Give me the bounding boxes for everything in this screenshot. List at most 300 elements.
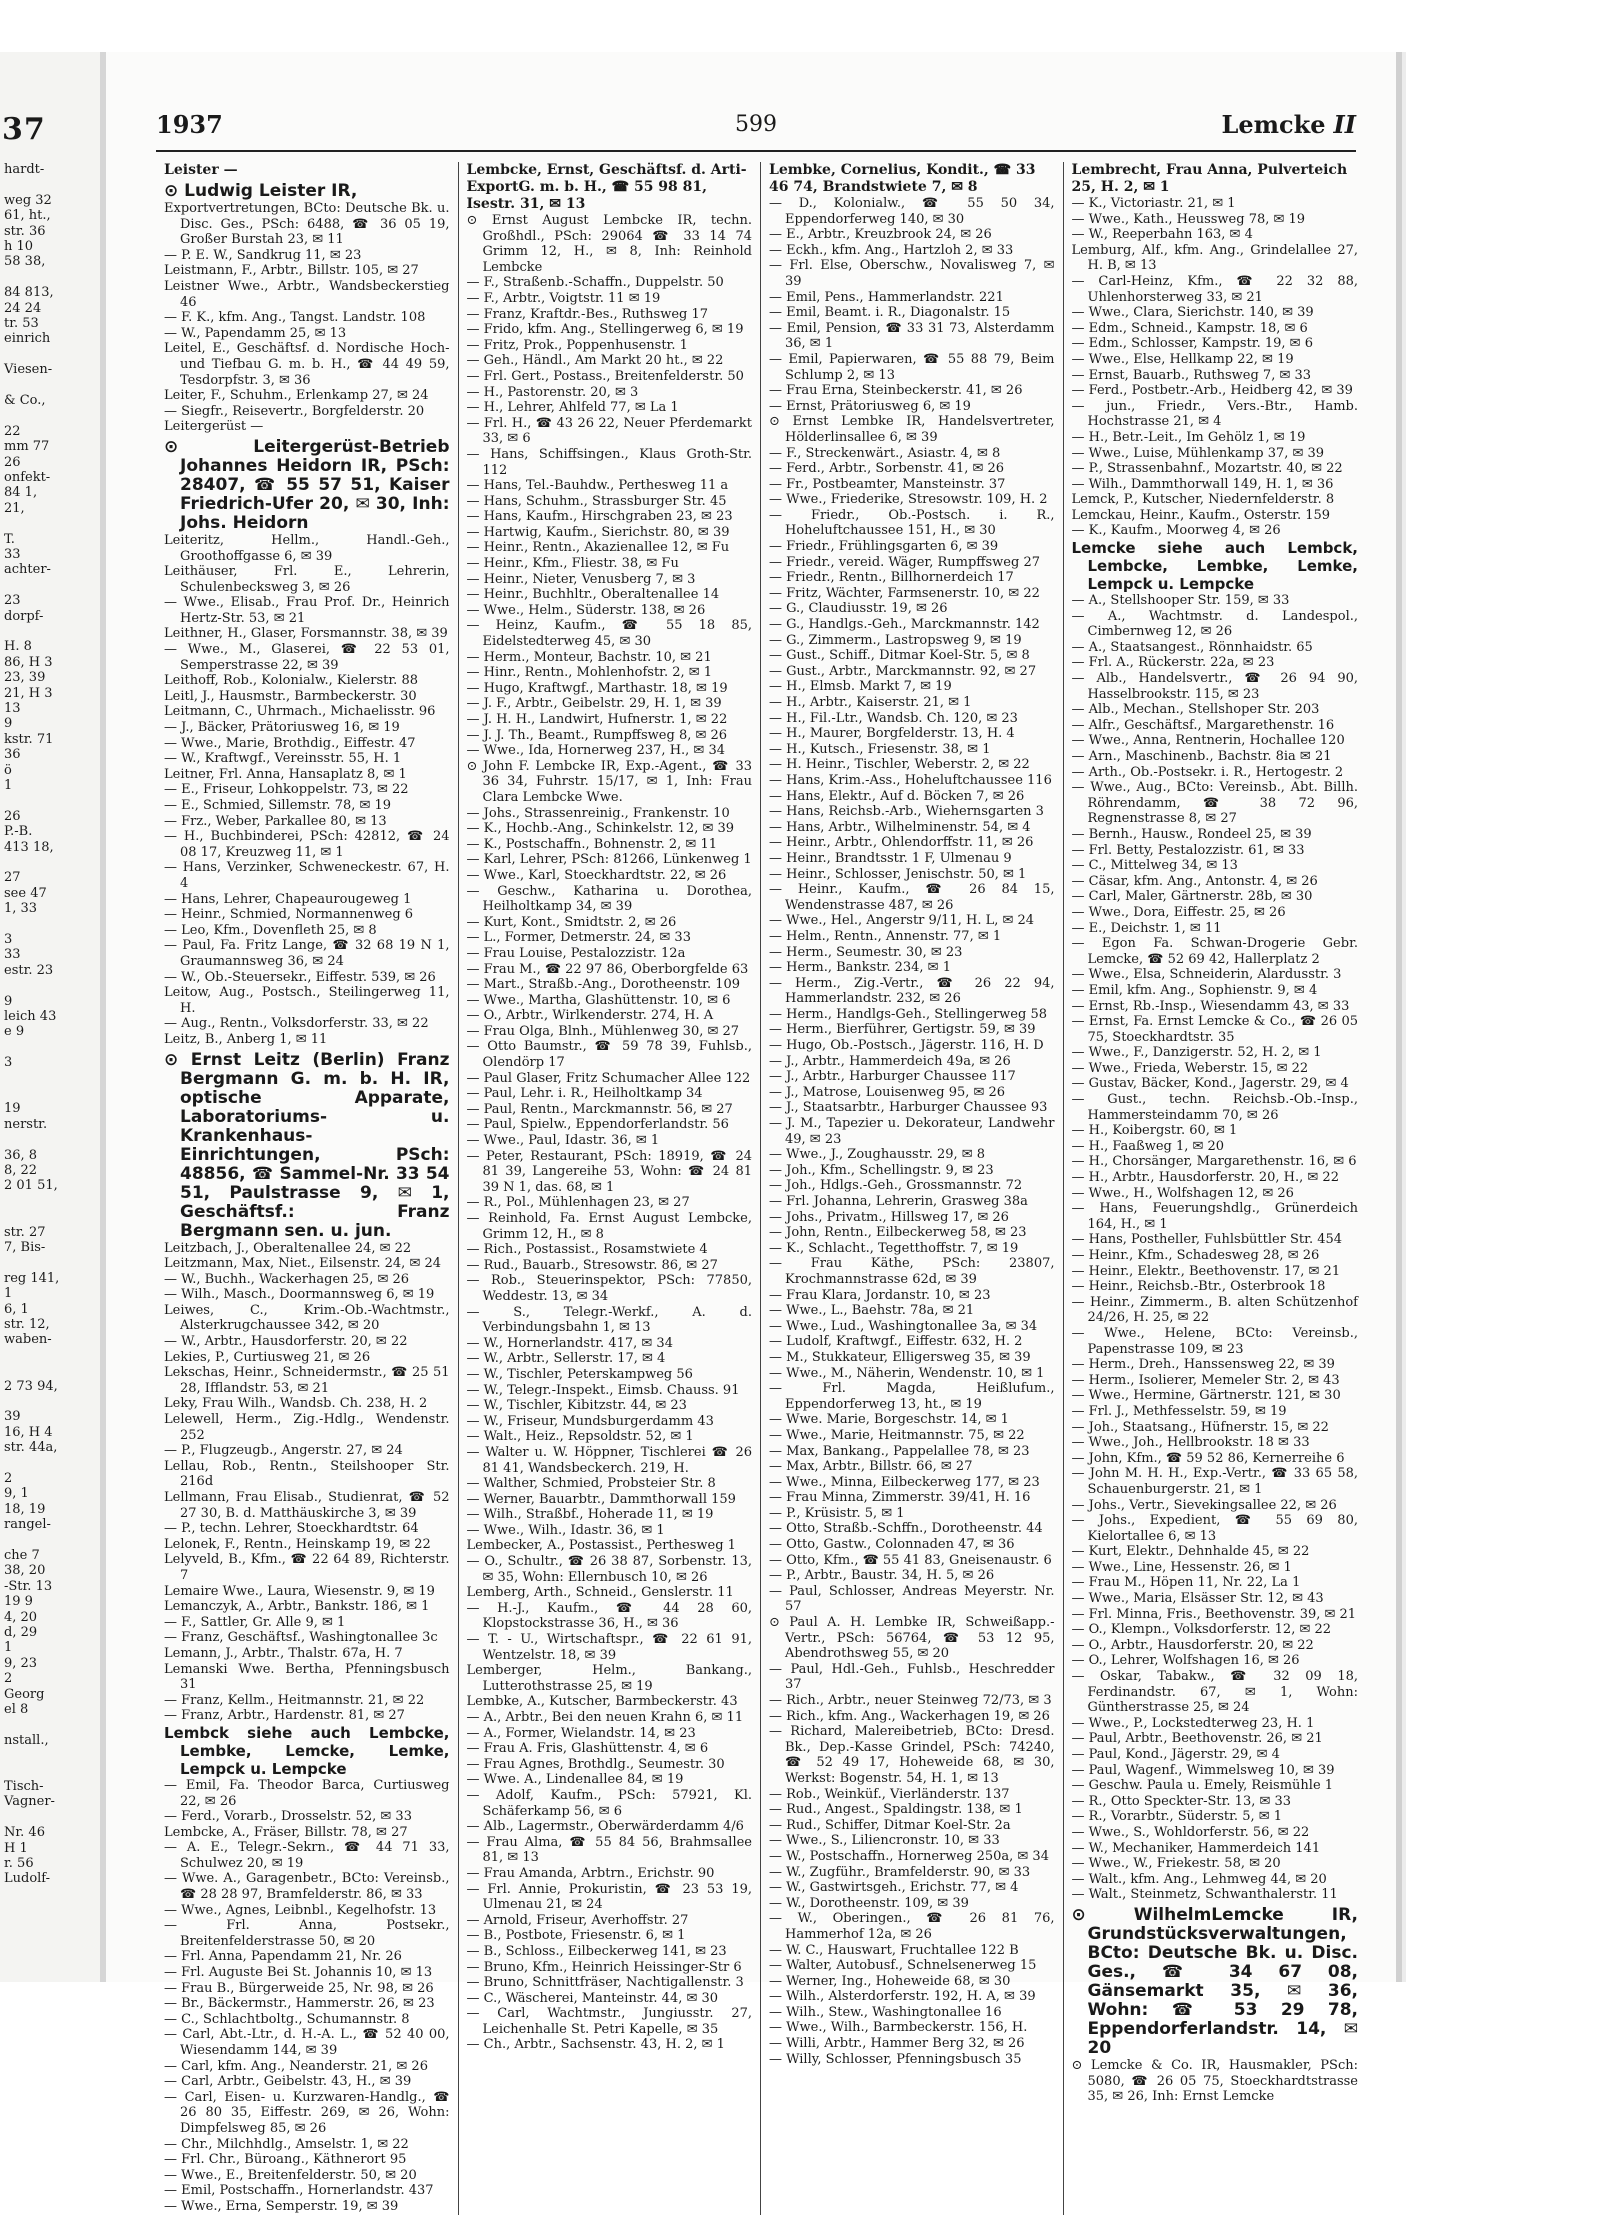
directory-entry: — Arn., Maschinenb., Bachstr. 8ia ✉ 21 — [1071, 749, 1332, 764]
directory-entry: — Frido, kfm. Ang., Stellingerweg 6, ✉ 19 — [466, 322, 744, 338]
display-entry: ⊙ Ludwig Leister IR, — [164, 181, 358, 201]
directory-entry: Lembecker, A., Postassist., Perthesweg 1 — [466, 1538, 736, 1554]
directory-entry: Leiter, F., Schuhm., Erlenkamp 27, ✉ 24 — [164, 388, 429, 404]
directory-entry: — Walt., Heiz., Repsoldstr. 52, ✉ 1 — [466, 1429, 694, 1445]
column-head: Lembrecht, Frau Anna, Pulverteich 25, H. 2, ✉ 1 — [1071, 162, 1348, 195]
directory-entry: — Emil, Fa. Theodor Barca, Curtiusweg 22, ✉ 26 — [164, 1777, 450, 1809]
directory-entry: — H.-J., Kaufm., ☎ 44 28 60, Klopstockstrasse 36, H., ✉ 36 — [466, 1600, 752, 1632]
directory-entry: Leiteritz, Hellm., Handl.-Geh., Groothoffgasse 6, ✉ 39 — [164, 532, 450, 564]
directory-entry: — Frl. Auguste Bei St. Johannis 10, ✉ 13 — [164, 1965, 433, 1981]
directory-entry: — Gust., Arbtr., Marckmannstr. 92, ✉ 27 — [769, 663, 1037, 679]
previous-page-line: 1 — [4, 1640, 13, 1656]
directory-entry: — Franz, Geschäftsf., Washingtonallee 3c — [164, 1630, 438, 1646]
previous-page-line: 84 1, — [4, 485, 38, 501]
previous-page-line: 9, 23 — [4, 1655, 38, 1671]
previous-page-line: d, 29 — [4, 1625, 38, 1640]
directory-entry: — H., Koibergstr. 60, ✉ 1 — [1071, 1123, 1238, 1139]
directory-entry: — Gustav, Bäcker, Kond., Jagerstr. 29, ✉ 4 — [1071, 1076, 1349, 1092]
previous-page-line: -Str. 13 — [4, 1578, 53, 1594]
display-entry: ⊙ WilhelmLemcke IR, Grundstücksverwaltungen, BCto: Deutsche Bk. u. Disc. Ges., ☎ 34 67 08, Gänsemarkt 35, ✉ 36, Wohn: ☎ 53 29 78, Eppendorferlandstr. 14, ✉ 20 — [1071, 1904, 1358, 2058]
directory-entry: — Wwe., Friederike, Stresowstr. 109, H. 2 — [769, 492, 1048, 508]
directory-entry: — Hans, Verzinker, Schweneckestr. 67, H. 4 — [164, 860, 450, 891]
directory-entry: — Walter, Autobusf., Schnelsenerweg 15 — [769, 1958, 1037, 1974]
directory-entry: — H., Buchbinderei, PSch: 42812, ☎ 24 08 17, Kreuzweg 11, ✉ 1 — [164, 829, 450, 860]
directory-entry: — Johs., Vertr., Sievekingsallee 22, ✉ 26 — [1071, 1497, 1337, 1513]
previous-page-line: 19 — [4, 1101, 21, 1117]
directory-entry: — Hans, Tel.-Bauhdw., Perthesweg 11 a — [466, 478, 729, 494]
directory-entry: — Paul, Kond., Jägerstr. 29, ✉ 4 — [1071, 1747, 1280, 1762]
previous-page-line: 8, 22 — [4, 1163, 38, 1178]
previous-page-line: e 9 — [4, 1024, 25, 1040]
directory-entry: — John, Kfm., ☎ 59 52 86, Kernerreihe 6 — [1071, 1450, 1345, 1466]
previous-page-line: H. 8 — [4, 639, 32, 655]
directory-entry: — G., Handlgs.-Geh., Marckmannstr. 142 — [769, 617, 1040, 633]
directory-entry: — Wwe., Joh., Hellbrookstr. 18 ✉ 33 — [1071, 1435, 1310, 1451]
directory-entry: Lellau, Rob., Rentn., Steilshooper Str. 216d — [164, 1458, 450, 1490]
directory-entry: — Heinr., Arbtr., Ohlendorffstr. 11, ✉ 26 — [769, 835, 1034, 851]
previous-page-line: str. 36 — [4, 223, 46, 239]
directory-entry: — Otto, Kfm., ☎ 55 41 83, Gneisenaustr. 6 — [769, 1552, 1052, 1568]
directory-entry: — Wwe., Marie, Brothdig., Eiffestr. 47 — [164, 735, 416, 751]
directory-entry: — Leo, Kfm., Dovenfleth 25, ✉ 8 — [164, 922, 377, 938]
directory-entry: ⊙ John F. Lembcke IR, Exp.-Agent., ☎ 33 36 34, Fuhrstr. 15/17, ✉ 1, Inh: Frau Clara Lembcke Wwe. — [466, 758, 752, 805]
directory-entry: — Heinr., Reichsb.-Btr., Osterbrook 18 — [1071, 1279, 1326, 1295]
directory-entry: — Wilh., Dammthorwall 149, H. 1, ✉ 36 — [1071, 476, 1334, 492]
directory-entry: — Carl, Abt.-Ltr., d. H.-A. L., ☎ 52 40 00, Wiesendamm 144, ✉ 39 — [164, 2027, 450, 2058]
previous-page-line: T. — [4, 531, 15, 547]
previous-page-line: P.-B. — [4, 824, 33, 840]
directory-entry: — Wwe., Dora, Eiffestr. 25, ✉ 26 — [1071, 904, 1286, 920]
directory-entry: — Paul, Lehr. i. R., Heilholtkamp 34 — [466, 1086, 703, 1102]
previous-page-line: 84 813, — [4, 285, 54, 301]
directory-entry: — Carl, Eisen- u. Kurzwaren-Handlg., ☎ 26 80 35, Eiffestr. 269, ✉ 26, Wohn: Dimpfelsweg 85, ✉ 26 — [164, 2089, 450, 2136]
previous-page-line: 86, H 3 — [4, 654, 53, 670]
directory-entry: — Rud., Angest., Spaldingstr. 138, ✉ 1 — [769, 1802, 1023, 1818]
directory-entry: — Carl, Maler, Gärtnerstr. 28b, ✉ 30 — [1071, 889, 1313, 905]
directory-entry: — W., Postschaffn., Hornerweg 250a, ✉ 34 — [769, 1848, 1049, 1864]
column-2 — [459, 162, 762, 2215]
directory-entry: Lemck, P., Kutscher, Niedernfelderstr. 8 — [1071, 492, 1335, 508]
directory-entry: Lelonek, F., Rentn., Heinskamp 19, ✉ 22 — [164, 1536, 431, 1552]
directory-entry: ⊙ Paul A. H. Lembke IR, Schweißapp.-Vertr., PSch: 56764, ☎ 53 12 95, Abendrothsweg 55, ✉ 20 — [769, 1615, 1055, 1662]
directory-entry: — Walt., Steinmetz, Schwanthalerstr. 11 — [1071, 1887, 1338, 1903]
directory-entry: — Hans, Reichsb.-Arb., Wiehernsgarten 3 — [769, 804, 1044, 820]
directory-entry: — Joh., Hdlgs.-Geh., Grossmannstr. 72 — [769, 1178, 1023, 1194]
directory-entry: — O., Lehrer, Wolfshagen 16, ✉ 26 — [1071, 1653, 1300, 1669]
directory-entry: — Heinz, Kaufm., ☎ 55 18 85, Eidelstedterweg 45, ✉ 30 — [466, 618, 752, 650]
previous-page-line: el 8 — [4, 1702, 29, 1717]
directory-entry: — Ernst, Prätoriusweg 6, ✉ 19 — [769, 398, 971, 414]
column-entries — [467, 213, 753, 2053]
directory-entry: — Paul Glaser, Fritz Schumacher Allee 122 — [466, 1070, 751, 1086]
directory-entry: — Paul, Arbtr., Beethovenstr. 26, ✉ 21 — [1071, 1731, 1323, 1747]
directory-entry: — W., Friseur, Mundsburgerdamm 43 — [466, 1413, 714, 1429]
directory-entry: — K., Hochb.-Ang., Schinkelstr. 12, ✉ 39 — [466, 821, 735, 837]
directory-entry: Lemckau, Heinr., Kaufm., Osterstr. 159 — [1071, 507, 1331, 523]
directory-entry: — Aug., Rentn., Volksdorferstr. 33, ✉ 22 — [164, 1016, 429, 1032]
directory-entry: Leiwes, C., Krim.-Ob.-Wachtmstr., Alsterkrugchaussee 342, ✉ 20 — [164, 1302, 450, 1334]
directory-entry: — Ferd., Postbetr.-Arb., Heidberg 42, ✉ 39 — [1071, 383, 1353, 399]
directory-entry: — Johs., Expedient, ☎ 55 69 80, Kielortallee 6, ✉ 13 — [1071, 1513, 1358, 1544]
directory-entry: — O., Klempn., Volksdorferstr. 12, ✉ 22 — [1071, 1622, 1332, 1638]
previous-page-line: 6, 1 — [4, 1301, 29, 1317]
directory-entry: — Wwe., S., Wohldorferstr. 56, ✉ 22 — [1071, 1824, 1310, 1840]
directory-entry: — Wwe. Marie, Borgeschstr. 14, ✉ 1 — [769, 1412, 1009, 1428]
directory-entry: — R., Otto Speckter-Str. 13, ✉ 33 — [1071, 1793, 1292, 1809]
directory-entry: — C., Wäscherei, Manteinstr. 44, ✉ 30 — [466, 1990, 719, 2006]
directory-entry: — Rich., kfm. Ang., Wackerhagen 19, ✉ 26 — [769, 1708, 1050, 1724]
directory-entry: — Edm., Schneid., Kampstr. 18, ✉ 6 — [1071, 320, 1308, 336]
directory-entry: — Geschw. Paula u. Emely, Reismühle 1 — [1071, 1778, 1334, 1794]
previous-page-line: einrich — [4, 331, 51, 347]
directory-entry: — Max, Arbtr., Billstr. 66, ✉ 27 — [769, 1459, 973, 1475]
directory-entry: — Ernst, Rb.-Insp., Wiesendamm 43, ✉ 33 — [1071, 998, 1350, 1014]
display-entry: ⊙ Leitergerüst-Betrieb Johannes Heidorn IR, PSch: 28407, ☎ 55 57 51, Kaiser Friedrich-Ufer 20, ✉ 30, Inh: Johs. Heidorn — [164, 436, 450, 533]
directory-entry: — Eckh., kfm. Ang., Hartzloh 2, ✉ 33 — [769, 242, 1014, 258]
directory-entry: — J., Matrose, Louisenweg 95, ✉ 26 — [769, 1084, 1006, 1100]
column-head: Leister — — [164, 162, 238, 178]
previous-page-line: & Co., — [4, 393, 46, 408]
previous-page-line: 1, 33 — [4, 901, 38, 917]
directory-entry: — Geh., Händl., Am Markt 20 ht., ✉ 22 — [466, 353, 724, 369]
directory-entry: — Carl, Arbtr., Geibelstr. 43, H., ✉ 39 — [164, 2074, 412, 2090]
previous-page-line: 13 — [4, 701, 21, 716]
directory-entry: — J. H. H., Landwirt, Hufnerstr. 1, ✉ 22 — [466, 712, 728, 727]
directory-entry: — W., Arbtr., Sellerstr. 17, ✉ 4 — [466, 1351, 666, 1367]
directory-entry: — H., Kutsch., Friesenstr. 38, ✉ 1 — [769, 741, 991, 757]
directory-entry: — A. E., Telegr.-Sekrn., ☎ 44 71 33, Schulwez 20, ✉ 19 — [164, 1840, 450, 1871]
directory-entry: Leitergerüst — — [164, 419, 264, 435]
previous-page-line: Ludolf- — [4, 1871, 51, 1887]
directory-entry: — Rob., Weinküf., Vierländerstr. 137 — [769, 1786, 1010, 1802]
directory-entry: — Joh., Staatsang., Hüfnerstr. 15, ✉ 22 — [1071, 1419, 1329, 1435]
directory-entry: — Br., Bäckermstr., Hammerstr. 26, ✉ 23 — [164, 1996, 435, 2012]
directory-entry: — P., Flugzeugb., Angerstr. 27, ✉ 24 — [164, 1443, 403, 1459]
previous-page-line: 39 — [4, 1409, 21, 1425]
directory-entry: — O., Arbtr., Hausdorferstr. 20, ✉ 22 — [1071, 1637, 1314, 1653]
directory-entry: Lemberger, Helm., Bankang., Lutterothstrasse 25, ✉ 19 — [466, 1663, 752, 1694]
directory-entry: — H., Arbtr., Kaiserstr. 21, ✉ 1 — [769, 695, 972, 710]
previous-page-line: 2 — [4, 1471, 13, 1486]
directory-entry: — Edm., Schlosser, Kampstr. 19, ✉ 6 — [1071, 336, 1313, 352]
directory-entry: — Peter, Restaurant, PSch: 18919, ☎ 24 81 39, Langereihe 53, Wohn: ☎ 24 81 39 N 1, das. 68, ✉ 1 — [466, 1148, 752, 1195]
directory-entry: — K., Schlacht., Tegetthoffstr. 7, ✉ 19 — [769, 1240, 1019, 1256]
directory-entry: — Wwe., Wilh., Idastr. 36, ✉ 1 — [466, 1522, 665, 1538]
directory-entry: — Frl. H., ☎ 43 26 22, Neuer Pferdemarkt 33, ✉ 6 — [466, 415, 752, 447]
directory-entry: — W., Buchh., Wackerhagen 25, ✉ 26 — [164, 1271, 410, 1287]
directory-entry: — Herm., Handlgs-Geh., Stellingerweg 58 — [769, 1006, 1047, 1022]
directory-entry: — A., Former, Wielandstr. 14, ✉ 23 — [466, 1725, 696, 1741]
directory-entry: — Frl. A., Rückerstr. 22a, ✉ 23 — [1071, 655, 1275, 671]
directory-entry: — Heinr., Brandtsstr. 1 F, Ulmenau 9 — [769, 850, 1012, 866]
column-head: Lembcke, Ernst, Geschäftsf. d. Arti-ExportG. m. b. H., ☎ 55 98 81, Isestr. 31, ✉ 13 — [466, 162, 747, 212]
header-running-head — [1221, 110, 1356, 139]
directory-entry: — Gust., Schiff., Ditmar Koel-Str. 5, ✉ 8 — [769, 648, 1030, 664]
directory-entry: — Wwe., Hel., Angerstr 9/11, H. L, ✉ 24 — [769, 913, 1035, 929]
previous-page-line: str. 44a, — [4, 1440, 58, 1456]
directory-entry: — Rud., Bauarb., Stresowstr. 86, ✉ 27 — [466, 1257, 718, 1273]
directory-entry: Leitel, E., Geschäftsf. d. Nordische Hoch- und Tiefbau G. m. b. H., ☎ 44 49 59, Tesdorpfstr. 3, ✉ 36 — [164, 341, 450, 388]
directory-entry: — Willi, Arbtr., Hammer Berg 32, ✉ 26 — [769, 2036, 1025, 2052]
directory-entry: — Wwe., Kath., Heussweg 78, ✉ 19 — [1071, 211, 1306, 227]
directory-entry: — Herm., Isolierer, Memeler Str. 2, ✉ 43 — [1071, 1372, 1340, 1388]
directory-entry: — Wwe., P., Lockstedterweg 23, H. 1 — [1071, 1715, 1315, 1731]
directory-entry: Lembcke, A., Fräser, Billstr. 78, ✉ 27 — [164, 1824, 408, 1840]
directory-entry: — Emil, Papierwaren, ☎ 55 88 79, Beim Schlump 2, ✉ 13 — [769, 351, 1055, 383]
directory-entry: — A., Stellshooper Str. 159, ✉ 33 — [1071, 593, 1290, 609]
directory-entry: — Heinr., Buchhltr., Oberaltenallee 14 — [466, 587, 720, 603]
previous-page-line: 36, 8 — [4, 1147, 38, 1163]
previous-page-line: 2 01 51, — [4, 1178, 58, 1194]
directory-entry: — Siegfr., Reisevertr., Borgfelderstr. 20 — [164, 403, 425, 419]
directory-entry: — Frl. Betty, Pestalozzistr. 61, ✉ 33 — [1071, 842, 1305, 858]
directory-entry: — J. F., Arbtr., Geibelstr. 29, H. 1, ✉ 39 — [466, 696, 722, 712]
directory-entry: — Frau Erna, Steinbeckerstr. 41, ✉ 26 — [769, 383, 1023, 399]
directory-entry: — Ernst, Fa. Ernst Lemcke & Co., ☎ 26 05 75, Stoeckhardtstr. 35 — [1071, 1014, 1358, 1045]
directory-entry: — Heinr., Kfm., Fliestr. 38, ✉ Fu — [466, 556, 679, 572]
directory-entry: — H., Betr.-Leit., Im Gehölz 1, ✉ 19 — [1071, 429, 1306, 445]
directory-entry: — Wwe., J., Zoughausstr. 29, ✉ 8 — [769, 1147, 986, 1163]
directory-entry: — Frau Minna, Zimmerstr. 39/41, H. 16 — [769, 1490, 1031, 1506]
directory-entry: — Herm., Bankstr. 234, ✉ 1 — [769, 960, 951, 976]
directory-entry: — H. Heinr., Tischler, Weberstr. 2, ✉ 22 — [769, 757, 1030, 773]
directory-entry: Leitzbach, J., Oberaltenallee 24, ✉ 22 — [164, 1240, 412, 1256]
directory-entry: — E., Arbtr., Kreuzbrook 24, ✉ 26 — [769, 227, 992, 243]
directory-entry: — A., Wachtmstr. d. Landespol., Cimbernweg 12, ✉ 26 — [1071, 608, 1358, 640]
directory-entry: — J., Arbtr., Harburger Chaussee 117 — [769, 1069, 1016, 1085]
directory-entry: — Hans, Feuerungshdlg., Grünerdeich 164, H., ✉ 1 — [1071, 1201, 1358, 1232]
directory-entry: — W., Arbtr., Hausdorferstr. 20, ✉ 22 — [164, 1334, 408, 1350]
previous-page-line: 9, 1 — [4, 1486, 29, 1502]
directory-entry: — Frl. Chr., Büroang., Käthnerort 95 — [164, 2152, 407, 2168]
directory-entry: — Hans, Krim.-Ass., Hoheluftchaussee 116 — [769, 772, 1052, 788]
previous-page-line: 26 — [4, 808, 21, 824]
directory-entry: — Franz, Kraftdr.-Bes., Ruthsweg 17 — [466, 306, 709, 322]
previous-page-line: Nr. 46 — [4, 1825, 45, 1841]
directory-entry: — F. K., kfm. Ang., Tangst. Landstr. 108 — [164, 310, 426, 326]
directory-entry: — Wwe., Erna, Semperstr. 19, ✉ 39 — [164, 2198, 399, 2214]
previous-page-line: 58 38, — [4, 254, 46, 270]
header-year: 1937 — [156, 110, 223, 139]
directory-entry: — Wwe., Ida, Hornerweg 237, H., ✉ 34 — [466, 743, 725, 759]
directory-entry: — O., Schultr., ☎ 26 38 87, Sorbenstr. 13, ✉ 35, Wohn: Ellernbusch 10, ✉ 26 — [466, 1554, 752, 1585]
directory-entry: — Joh., Kfm., Schellingstr. 9, ✉ 23 — [769, 1162, 994, 1178]
directory-entry: — Heinr., Schmied, Normannenweg 6 — [164, 907, 414, 923]
directory-entry: — A., Arbtr., Bei den neuen Krahn 6, ✉ 11 — [466, 1710, 744, 1725]
previous-page-line: rangel- — [4, 1517, 51, 1533]
previous-page-line: nstall., — [4, 1732, 49, 1748]
directory-entry: — A., Staatsangest., Rönnhaidstr. 65 — [1071, 639, 1313, 655]
directory-entry: — J. J. Th., Beamt., Rumpffsweg 8, ✉ 26 — [466, 727, 728, 743]
directory-entry: — Chr., Milchhdlg., Amselstr. 1, ✉ 22 — [164, 2136, 409, 2152]
directory-entry: — Wwe., Minna, Eilbeckerweg 177, ✉ 23 — [769, 1474, 1040, 1490]
previous-page-line: 61, ht., — [4, 208, 51, 224]
directory-entry: — Fritz, Wächter, Farmsenerstr. 10, ✉ 22 — [769, 585, 1040, 601]
column-entries — [164, 182, 450, 2215]
directory-entry: — Wwe., Anna, Rentnerin, Hochallee 120 — [1071, 733, 1345, 749]
directory-entry: Lellmann, Frau Elisab., Studienrat, ☎ 52 27 30, B. d. Matthäuskirche 3, ✉ 39 — [164, 1490, 450, 1521]
directory-entry: — F., Straßenb.-Schaffn., Duppelstr. 50 — [466, 275, 724, 291]
directory-entry: — Wwe., Helene, BCto: Vereinsb., Papenstrasse 109, ✉ 23 — [1071, 1325, 1358, 1357]
directory-entry: — P., Arbtr., Baustr. 34, H. 5, ✉ 26 — [769, 1568, 995, 1584]
directory-entry: — Rob., Steuerinspektor, PSch: 77850, Weddestr. 13, ✉ 34 — [466, 1273, 752, 1304]
directory-entry: — Ferd., Arbtr., Sorbenstr. 41, ✉ 26 — [769, 461, 1005, 477]
previous-page-line: 9 — [4, 993, 13, 1009]
directory-entry: — Emil, Pension, ☎ 33 31 73, Alsterdamm 36, ✉ 1 — [769, 320, 1055, 352]
previous-page-line: 23 — [4, 593, 21, 609]
previous-page-line: Viesen- — [4, 362, 53, 378]
directory-entry: — Hans, Lehrer, Chapeaurougeweg 1 — [164, 891, 412, 907]
directory-entry: — Frl. Anna, Postsekr., Breitenfelderstrasse 50, ✉ 20 — [164, 1918, 450, 1949]
directory-entry: — Wwe., Elisab., Frau Prof. Dr., Heinrich Hertz-Str. 53, ✉ 21 — [164, 595, 450, 626]
directory-entry: — Wwe., Clara, Sierichstr. 140, ✉ 39 — [1071, 305, 1314, 321]
previous-page-line: hardt- — [4, 162, 45, 177]
previous-page-line: 19 9 — [4, 1594, 33, 1610]
directory-entry: — Frau A. Fris, Glashüttenstr. 4, ✉ 6 — [466, 1741, 709, 1757]
directory-entry: — jun., Friedr., Vers.-Btr., Hamb. Hochstrasse 21, ✉ 4 — [1071, 398, 1358, 430]
directory-entry: — Hugo, Kraftwgf., Marthastr. 18, ✉ 19 — [466, 680, 728, 696]
directory-entry: — Frau Klara, Jordanstr. 10, ✉ 23 — [769, 1287, 991, 1303]
directory-entry: ⊙ Ernst Lembke IR, Handelsvertreter, Hölderlinsallee 6, ✉ 39 — [769, 414, 1055, 445]
previous-page-line: Georg — [4, 1686, 45, 1702]
directory-entry: — Wwe., M., Glaserei, ☎ 22 53 01, Semperstrasse 22, ✉ 39 — [164, 642, 450, 673]
previous-page-line: 1 — [4, 778, 13, 793]
previous-page-line: 21, H 3 — [4, 685, 53, 701]
directory-entry: — Wwe., M., Näherin, Wendenstr. 10, ✉ 1 — [769, 1365, 1045, 1381]
directory-entry: — G., Claudiusstr. 19, ✉ 26 — [769, 601, 948, 617]
previous-page-line: onfekt- — [4, 470, 51, 485]
directory-entry: — Frl. Magda, Heißlufum., Eppendorferweg 13, ht., ✉ 19 — [769, 1381, 1055, 1412]
directory-entry: — Frl. Gert., Postass., Breitenfelderstr. 50 — [466, 368, 744, 384]
directory-entry: — Wwe., Lud., Washingtonallee 3a, ✉ 34 — [769, 1318, 1038, 1334]
previous-page-line: 38, 20 — [4, 1563, 46, 1579]
directory-entry: — Wwe., Agnes, Leibnbl., Kegelhofstr. 13 — [164, 1902, 437, 1918]
directory-entry: — Egon Fa. Schwan-Drogerie Gebr. Lemcke, ☎ 52 69 42, Hallerplatz 2 — [1071, 936, 1358, 967]
directory-entry: — Johs., Privatm., Hillsweg 17, ✉ 26 — [769, 1209, 1009, 1225]
previous-page-line: Vagner- — [4, 1794, 55, 1810]
previous-page-line: 7, Bis- — [4, 1240, 46, 1255]
directory-entry: — Alb., Mechan., Stellshoper Str. 203 — [1071, 702, 1320, 718]
previous-page-line: 3 — [4, 932, 13, 947]
page-header — [156, 110, 1356, 152]
directory-entry: Lemcke siehe auch Lembck, Lembcke, Lembke, Lemke, Lempck u. Lempcke — [1071, 539, 1358, 594]
directory-entry: — Wwe., Paul, Idastr. 36, ✉ 1 — [466, 1133, 660, 1149]
previous-page-line: 2 — [4, 1671, 13, 1687]
directory-entry: — Friedr., Rentn., Billhornerdeich 17 — [769, 570, 1014, 586]
directory-entry: — Wilh., Straßbf., Hoherade 11, ✉ 19 — [466, 1507, 714, 1523]
directory-entry: — Herm., Dreh., Hanssensweg 22, ✉ 39 — [1071, 1357, 1335, 1373]
directory-entry: — Franz, Arbtr., Hardenstr. 81, ✉ 27 — [164, 1708, 405, 1724]
directory-entry: — Friedr., Ob.-Postsch. i. R., Hoheluftchaussee 151, H., ✉ 30 — [769, 507, 1055, 539]
directory-entry: — Mart., Straßb.-Ang., Dorotheenstr. 109 — [466, 977, 741, 993]
directory-entry: — Paul, Wagenf., Wimmelsweg 10, ✉ 39 — [1071, 1762, 1335, 1778]
previous-page-line: kstr. 71 — [4, 731, 54, 747]
previous-page-line: estr. 23 — [4, 962, 54, 978]
directory-entry: — Frau M., ☎ 22 97 86, Oberborgfelde 63 — [466, 961, 749, 977]
previous-page-line: 27 — [4, 870, 21, 886]
directory-entry: — W. C., Hauswart, Fruchtallee 122 B — [769, 1942, 1019, 1958]
directory-entry: — Frau Agnes, Brothdlg., Seumestr. 30 — [466, 1756, 725, 1772]
directory-entry: — Wwe. A., Garagenbetr., BCto: Vereinsb., ☎ 28 28 97, Bramfelderstr. 86, ✉ 33 — [164, 1871, 450, 1903]
directory-entry: — Bruno, Schnittfräser, Nachtigallenstr. 3 — [466, 1975, 744, 1991]
directory-entry: — Walt., kfm. Ang., Lehmweg 44, ✉ 20 — [1071, 1871, 1327, 1887]
previous-page-line: 33 — [4, 947, 21, 963]
directory-entry: Lekschas, Heinr., Schneidermstr., ☎ 25 51 28, Ifflandstr. 53, ✉ 21 — [164, 1365, 450, 1396]
directory-entry: — Wwe., S., Liliencronstr. 10, ✉ 33 — [769, 1833, 1000, 1849]
directory-entry: ⊙ Ernst August Lembcke IR, techn. Großhdl., PSch: 29064 ☎ 33 14 74 Grimm 12, H., ✉ 8, Inh: Reinhold Lembcke — [466, 213, 752, 275]
column-3 — [761, 162, 1064, 2215]
directory-entry: Lelyveld, B., Kfm., ☎ 22 64 89, Richterstr. 7 — [164, 1552, 450, 1583]
directory-entry: — H., Elmsb. Markt 7, ✉ 19 — [769, 679, 952, 695]
directory-entry: — Hinr., Rentn., Mohlenhofstr. 2, ✉ 1 — [466, 665, 713, 681]
directory-entry: — W., Dorotheenstr. 109, ✉ 39 — [769, 1895, 969, 1911]
directory-entry: — P., techn. Lehrer, Stoeckhardtstr. 64 — [164, 1521, 419, 1537]
directory-entry: — W., Tischler, Peterskampweg 56 — [466, 1366, 693, 1382]
directory-entry: — Frl. Johanna, Lehrerin, Grasweg 38a — [769, 1194, 1028, 1209]
directory-entry: — Frl. Annie, Prokuristin, ☎ 23 53 19, Ulmenau 21, ✉ 24 — [466, 1881, 752, 1913]
previous-page-line: dorpf- — [4, 608, 44, 624]
directory-entry: — Ernst, Bauarb., Ruthsweg 7, ✉ 33 — [1071, 367, 1312, 383]
running-head-column-mark: II — [1333, 110, 1356, 139]
directory-entry: — O., Arbtr., Wirlkenderstr. 274, H. A — [466, 1008, 714, 1024]
directory-entry: — Oskar, Tabakw., ☎ 32 09 18, Ferdinandstr. 67, ✉ 1, Wohn: Güntherstrasse 25, ✉ 24 — [1071, 1669, 1358, 1716]
column-entries — [769, 196, 1055, 2067]
directory-entry: Leitmann, C., Uhrmach., Michaelisstr. 96 — [164, 704, 436, 720]
directory-entry: — Max, Bankang., Pappelallee 78, ✉ 23 — [769, 1443, 1030, 1459]
directory-entry: — Ferd., Vorarb., Drosselstr. 52, ✉ 33 — [164, 1809, 412, 1825]
directory-entry: — Paul, Fa. Fritz Lange, ☎ 32 68 19 N 1, Graumannsweg 36, ✉ 24 — [164, 938, 450, 969]
directory-entry: — Wwe., Karl, Stoeckhardtstr. 22, ✉ 26 — [466, 867, 727, 883]
directory-entry: — Heinr., Rentn., Akazienallee 12, ✉ Fu — [466, 540, 730, 556]
directory-entry: — Fritz, Prok., Poppenhusenstr. 1 — [466, 337, 688, 353]
directory-entry: — Hans, Elektr., Auf d. Böcken 7, ✉ 26 — [769, 788, 1025, 804]
directory-entry: — Herm., Bierführer, Gertigstr. 59, ✉ 39 — [769, 1022, 1036, 1038]
directory-entry: Leitzmann, Max, Niet., Eilsenstr. 24, ✉ 24 — [164, 1256, 442, 1272]
directory-entry: — Heinr., Schlosser, Jenischstr. 50, ✉ 1 — [769, 866, 1027, 882]
directory-entry: — Wwe., Line, Hessenstr. 26, ✉ 1 — [1071, 1559, 1292, 1575]
directory-entry: — Johs., Strassenreinig., Frankenstr. 10 — [466, 805, 730, 821]
directory-entry: Leitz, B., Anberg 1, ✉ 11 — [164, 1031, 328, 1047]
previous-page-line: 18, 19 — [4, 1501, 46, 1517]
directory-entry: — Heinr., Kaufm., ☎ 26 84 15, Wendenstrasse 487, ✉ 26 — [769, 882, 1055, 913]
directory-entry: — Frau Alma, ☎ 55 84 56, Brahmsallee 81, ✉ 13 — [466, 1834, 752, 1866]
directory-entry: — Emil, Postschaffn., Hornerlandstr. 437 — [164, 2183, 434, 2199]
directory-entry: — L., Former, Detmerstr. 24, ✉ 33 — [466, 930, 691, 946]
previous-page-line: 2 73 94, — [4, 1378, 58, 1394]
directory-entry: — Emil, Pens., Hammerlandstr. 221 — [769, 289, 1004, 305]
directory-entry: Lemanski Wwe. Bertha, Pfenningsbusch 31 — [164, 1661, 450, 1693]
directory-entry: — Wwe., Marie, Heitmannstr. 75, ✉ 22 — [769, 1427, 1025, 1443]
directory-entry: — Wwe., Hermine, Gärtnerstr. 121, ✉ 30 — [1071, 1388, 1341, 1404]
directory-entry: — Wwe., Aug., BCto: Vereinsb., Abt. Billh. Röhrendamm, ☎ 38 72 96, Regnenstrasse 8, ✉ 27 — [1071, 780, 1358, 827]
directory-entry: — Adolf, Kaufm., PSch: 57921, Kl. Schäferkamp 56, ✉ 6 — [466, 1787, 752, 1819]
directory-entry: — Walter u. W. Höppner, Tischlerei ☎ 26 81 41, Wandsbeckerch. 219, H. — [466, 1444, 752, 1476]
directory-entry: — Heinr., Zimmerm., B. alten Schützenhof 24/26, H. 25, ✉ 22 — [1071, 1294, 1358, 1326]
column-4 — [1064, 162, 1367, 2215]
column-1 — [156, 162, 459, 2215]
directory-entry: — Frl. Minna, Fris., Beethovenstr. 39, ✉ 21 — [1071, 1606, 1357, 1622]
directory-entry: — M., Stukkateur, Elligersweg 35, ✉ 39 — [769, 1349, 1031, 1365]
directory-entry: — W., Telegr.-Inspekt., Eimsb. Chauss. 91 — [466, 1382, 740, 1398]
directory-entry: — Wilh., Masch., Doormannsweg 6, ✉ 19 — [164, 1287, 435, 1303]
previous-page-line: 9 — [4, 716, 13, 732]
directory-entry: Lembke, A., Kutscher, Barmbeckerstr. 43 — [466, 1694, 738, 1710]
directory-entry: — Rich., Postassist., Rosamstwiete 4 — [466, 1242, 708, 1258]
directory-entry: — Geschw., Katharina u. Dorothea, Heilholtkamp 34, ✉ 39 — [466, 883, 752, 915]
directory-entry: — W., Hornerlandstr. 417, ✉ 34 — [466, 1335, 673, 1351]
previous-page-line: Tisch- — [4, 1779, 44, 1794]
directory-entry: — Walther, Schmied, Probsteier Str. 8 — [466, 1476, 716, 1492]
